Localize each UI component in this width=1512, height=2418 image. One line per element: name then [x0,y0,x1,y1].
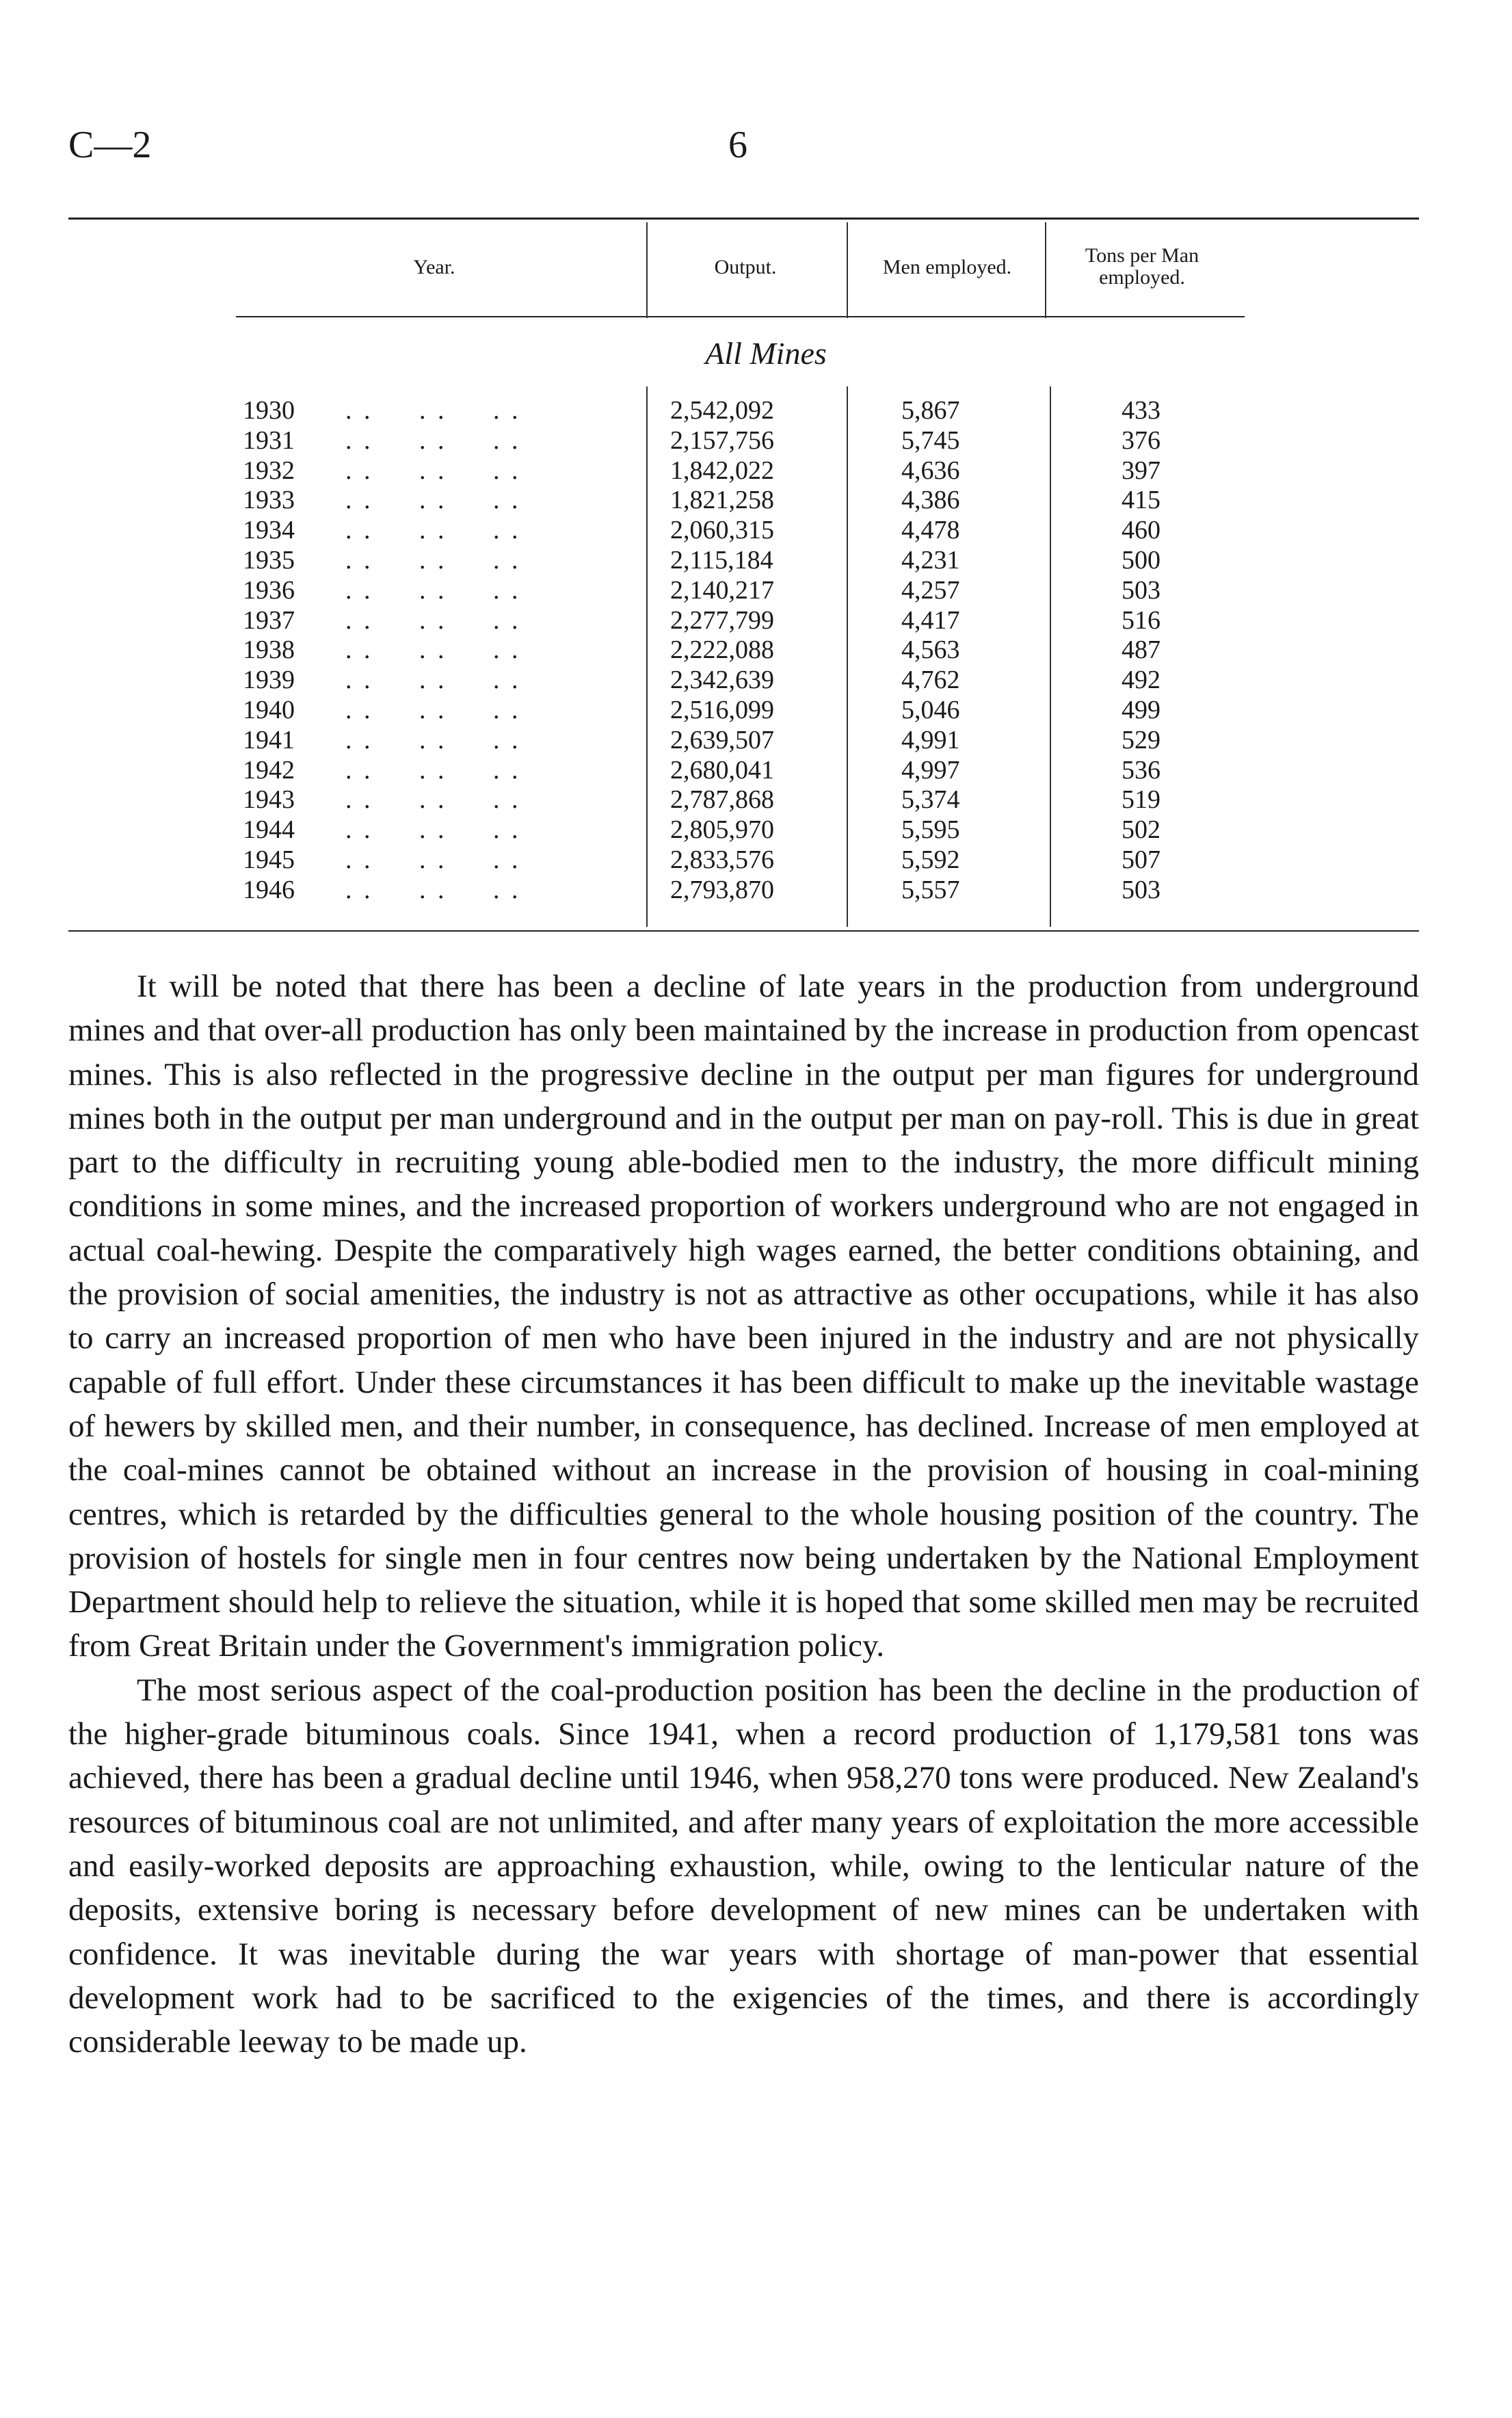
year-cell: 1942 [243,755,295,785]
output-cell: 2,060,315 [670,516,774,545]
output-cell: 2,516,099 [670,696,774,724]
column-header-tons-per-man: Tons per Man employed. [1085,244,1199,289]
table-row [0,456,1512,486]
output-cell: 2,342,639 [670,666,774,695]
leader-dots: . . . . . . [345,546,521,575]
men-employed-cell: 5,557 [901,875,960,904]
body-text [68,964,1419,2064]
column-header-output: Output. [714,256,777,278]
column-divider [646,222,648,318]
year-cell: 1932 [243,456,295,485]
table-row [0,725,1512,755]
leader-dots: . . . . . . [345,425,521,455]
leader-dots: . . . . . . [345,575,521,605]
leader-dots: . . . . . . [345,635,521,665]
men-employed-cell: 4,478 [901,516,960,545]
output-cell: 2,542,092 [670,396,774,425]
year-cell: 1945 [243,845,295,874]
year-cell: 1936 [243,575,295,605]
tons-per-man-cell: 536 [1122,755,1160,785]
output-cell: 2,787,868 [670,785,774,815]
leader-dots: . . . . . . [345,696,521,724]
output-cell: 2,157,756 [670,425,774,455]
header-bottom-rule [236,316,1245,317]
men-employed-cell: 4,386 [901,486,960,515]
men-employed-cell: 5,374 [901,785,960,815]
leader-dots: . . . . . . [345,456,521,485]
men-employed-cell: 4,762 [901,666,960,695]
column-header-year: Year. [413,256,455,278]
tons-per-man-cell: 516 [1122,605,1160,635]
document-reference: C—2 [68,124,152,166]
year-cell: 1939 [243,666,295,695]
leader-dots: . . . . . . [345,875,521,904]
men-employed-cell: 5,595 [901,815,960,845]
men-employed-cell: 5,745 [901,425,960,455]
table-top-rule [68,218,1419,220]
year-cell: 1943 [243,785,295,815]
year-cell: 1937 [243,605,295,635]
output-cell: 2,793,870 [670,875,774,904]
tons-per-man-cell: 397 [1122,456,1160,485]
table-bottom-rule [68,930,1419,932]
year-cell: 1935 [243,546,295,575]
leader-dots: . . . . . . [345,666,521,695]
output-cell: 2,833,576 [670,845,774,874]
tons-per-man-cell: 460 [1122,516,1160,545]
tons-per-man-cell: 499 [1122,696,1160,724]
men-employed-cell: 5,867 [901,396,960,425]
column-header-men-employed: Men employed. [882,256,1012,278]
year-cell: 1931 [243,425,295,455]
output-cell: 1,821,258 [670,486,774,515]
table-row [0,575,1512,605]
tons-per-man-cell: 433 [1122,396,1160,425]
table-row [0,605,1512,635]
table-row [0,515,1512,545]
page-number: 6 [728,124,747,166]
men-employed-cell: 4,257 [901,575,960,605]
section-title: All Mines [705,336,827,371]
paragraph: It will be noted that there has been a decline of late years in the production from underground mines and that over-all production has only been maintained by the increase in production from opencast mines. This is also reflected in the progressive decline in the output per man figures for underground mines both in the output per man underground and in the output per man on pay-roll. This is due in great part to the difficulty in recruiting young able-bodied men to the industry, the more difficult mining conditions in some mines, and the increased proportion of workers underground who are not engaged in actual coal-hewing. Despite the comparatively high wages earned, the better conditions obtaining, and the provision of social amenities, the industry is not as attractive as other occupations, while it has also to carry an increased proportion of men who have been injured in the industry and are not physically capable of full effort. Under these circumstances it has been difficult to make up the inevitable wastage of hewers by skilled men, and their number, in consequence, has declined. Increase of men employed at the coal-mines cannot be obtained without an increase in the provision of housing in coal-mining centres, which is retarded by the difficulties general to the whole housing position of the country. The provision of hostels for single men in four centres now being undertaken by the National Employment Department should help to relieve the situation, while it is hoped that some skilled men may be recruited from Great Britain under the Government's immigration policy. [68,969,1419,1664]
men-employed-cell: 4,991 [901,725,960,754]
table-row [0,875,1512,905]
men-employed-cell: 5,046 [901,696,960,724]
men-employed-cell: 4,997 [901,755,960,785]
leader-dots: . . . . . . [345,815,521,845]
table-row [0,635,1512,665]
column-divider [847,222,848,318]
tons-per-man-cell: 376 [1122,425,1160,455]
output-cell: 2,222,088 [670,635,774,665]
table-row [0,695,1512,725]
leader-dots: . . . . . . [345,605,521,635]
table-row [0,485,1512,515]
tons-per-man-cell: 492 [1122,666,1160,695]
leader-dots: . . . . . . [345,516,521,545]
year-cell: 1940 [243,696,295,724]
leader-dots: . . . . . . [345,785,521,815]
table-row [0,815,1512,845]
table-row [0,425,1512,456]
output-cell: 2,140,217 [670,575,774,605]
year-cell: 1941 [243,725,295,754]
leader-dots: . . . . . . [345,725,521,754]
table-row [0,545,1512,575]
tons-per-man-cell: 519 [1122,785,1160,815]
table-row [0,395,1512,425]
men-employed-cell: 4,231 [901,546,960,575]
table-row [0,755,1512,785]
tons-per-man-cell: 502 [1122,815,1160,845]
output-cell: 2,277,799 [670,605,774,635]
year-cell: 1933 [243,486,295,515]
men-employed-cell: 4,636 [901,456,960,485]
table-row [0,665,1512,695]
tons-per-man-cell: 503 [1122,575,1160,605]
paragraph: The most serious aspect of the coal-production position has been the decline in the production of the higher-grade bituminous coals. Since 1941, when a record production of 1,179,581 tons was achieved, there has been a gradual decline until 1946, when 958,270 tons were produced. New Zealand's resources of bituminous coal are not unlimited, and after many years of exploitation the more accessible and easily-worked deposits are approaching exhaustion, while, owing to the lenticular nature of the deposits, extensive boring is necessary before development of new mines can be undertaken with confidence. It was inevitable during the war years with shortage of man-power that essential development work had to be sacrificed to the exigencies of the times, and there is accordingly considerable leeway to be made up. [68,1672,1419,2060]
output-cell: 2,680,041 [670,755,774,785]
year-cell: 1946 [243,875,295,904]
men-employed-cell: 5,592 [901,845,960,874]
leader-dots: . . . . . . [345,486,521,515]
output-cell: 2,115,184 [670,546,773,575]
output-cell: 1,842,022 [670,456,774,485]
year-cell: 1944 [243,815,295,845]
men-employed-cell: 4,417 [901,605,960,635]
men-employed-cell: 4,563 [901,635,960,665]
column-divider [1045,222,1046,318]
output-cell: 2,639,507 [670,725,774,754]
year-cell: 1934 [243,516,295,545]
output-cell: 2,805,970 [670,815,774,845]
table-row [0,785,1512,815]
year-cell: 1930 [243,396,295,425]
tons-per-man-cell: 487 [1122,635,1160,665]
leader-dots: . . . . . . [345,755,521,785]
leader-dots: . . . . . . [345,845,521,874]
tons-per-man-cell: 500 [1122,546,1160,575]
tons-per-man-cell: 529 [1122,725,1160,754]
tons-per-man-cell: 503 [1122,875,1160,904]
tons-per-man-cell: 415 [1122,486,1160,515]
table-row [0,845,1512,875]
year-cell: 1938 [243,635,295,665]
tons-per-man-cell: 507 [1122,845,1160,874]
leader-dots: . . . . . . [345,396,521,425]
